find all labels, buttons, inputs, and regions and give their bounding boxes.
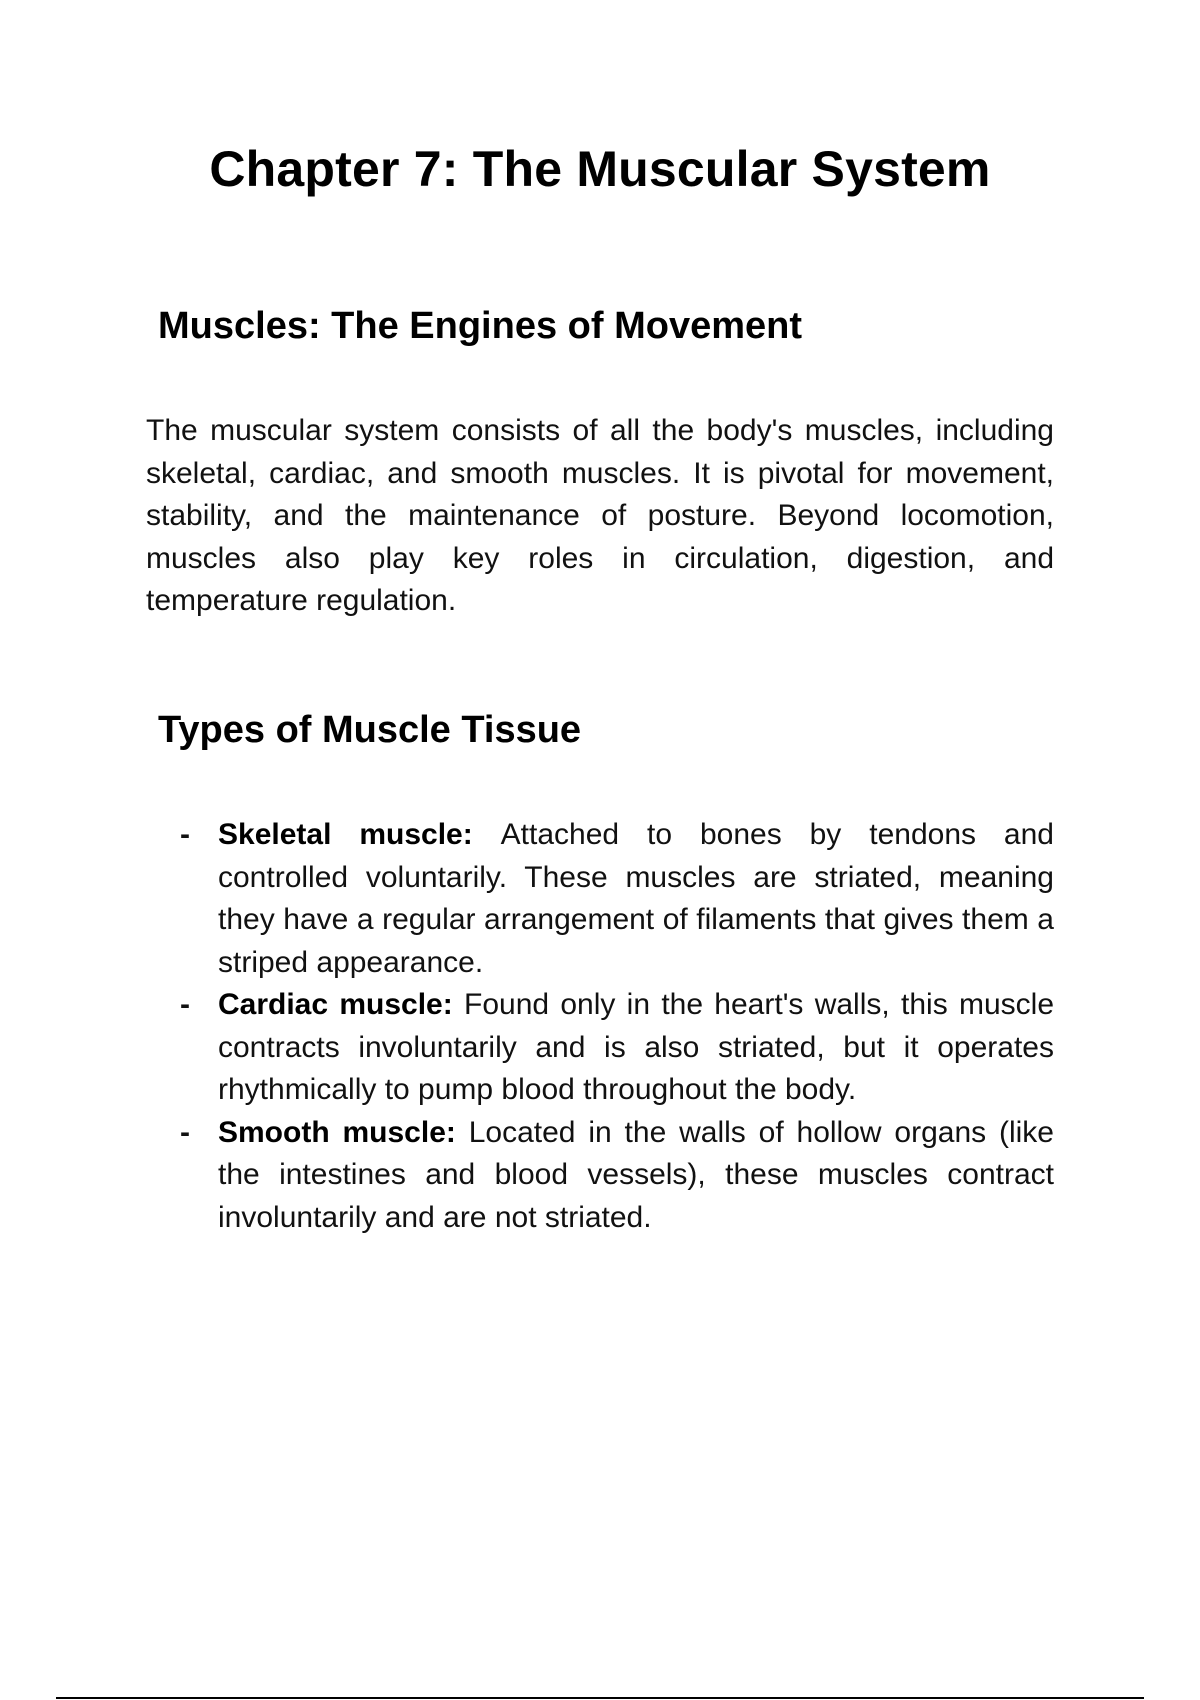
section-heading-tissue-types: Types of Muscle Tissue — [158, 709, 582, 751]
list-item-smooth — [180, 1112, 1054, 1240]
description-smooth: Located in the walls of hollow organs (like the intestines and blood vessels), these muscles contract involuntarily and are not striated. — [218, 1115, 1054, 1234]
bullet-dash: - — [180, 818, 190, 851]
bullet-dash: - — [180, 988, 190, 1021]
muscle-tissue-list — [180, 814, 1054, 1239]
footer-divider — [56, 1697, 1144, 1699]
intro-paragraph: The muscular system consists of all the body's muscles, including skeletal, cardiac, and smooth muscles. It is pivotal for movement, stability, and the maintenance of posture. Beyond locomotion, muscles also play key roles in circulation, digestion, and temperature regulation. — [146, 414, 1054, 617]
description-skeletal: Attached to bones by tendons and controlled voluntarily. These muscles are striated, meaning they have a regular arrangement of filaments that gives them a striped appearance. — [218, 818, 1054, 979]
description-cardiac: Found only in the heart's walls, this muscle contracts involuntarily and is also striated, but it operates rhythmically to pump blood throughout the body. — [218, 988, 1055, 1106]
bullet-dash: - — [180, 1115, 190, 1149]
term-skeletal: Skeletal muscle: — [218, 818, 501, 851]
list-item-cardiac — [180, 984, 1054, 1112]
list-item-skeletal — [180, 814, 1054, 984]
term-cardiac: Cardiac muscle: — [218, 988, 465, 1021]
chapter-title: Chapter 7: The Muscular System — [209, 141, 991, 197]
term-smooth: Smooth muscle: — [218, 1115, 469, 1149]
section-heading-movement: Muscles: The Engines of Movement — [158, 305, 802, 347]
